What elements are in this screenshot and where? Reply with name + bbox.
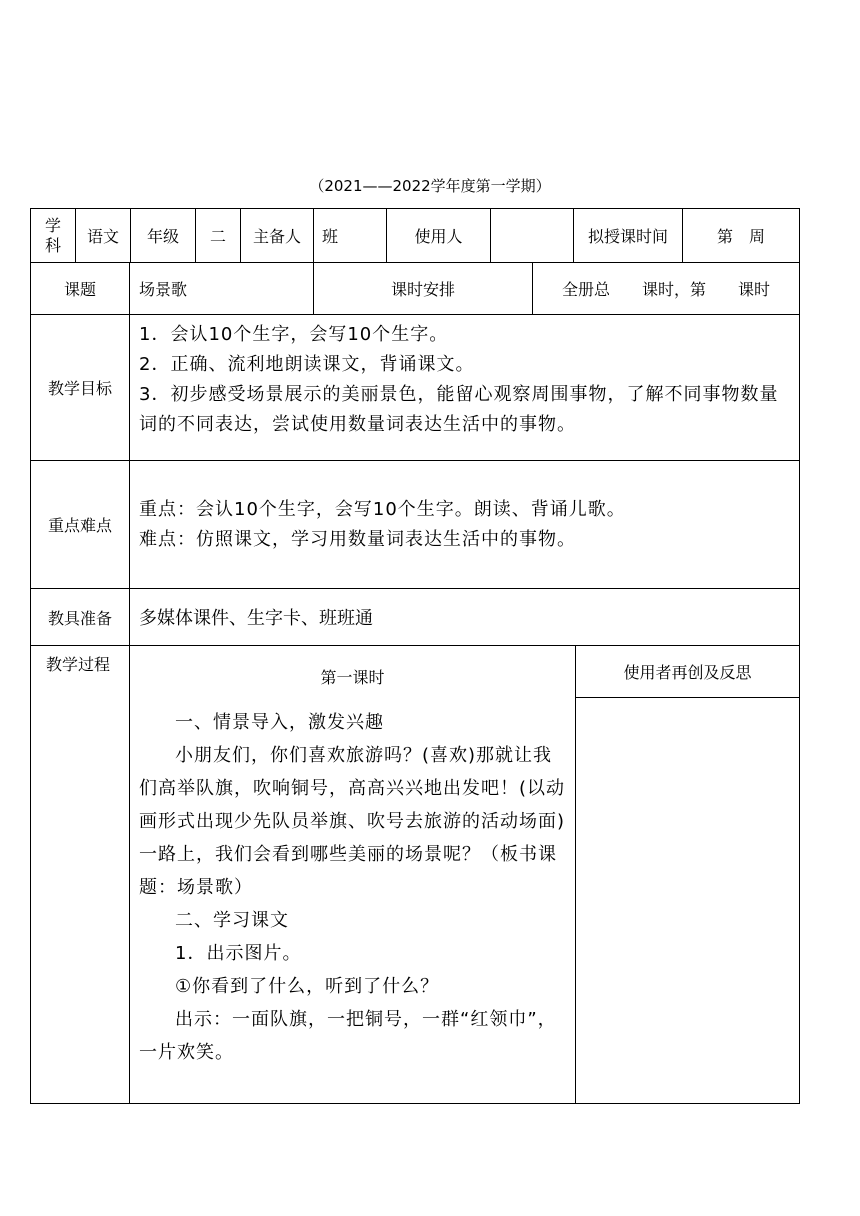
key-point: 重点：会认10个生字，会写10个生字。朗读、背诵儿歌。 bbox=[139, 499, 626, 520]
grade-value: 二 bbox=[209, 227, 226, 246]
materials-label: 教具准备 bbox=[47, 608, 112, 628]
objective-item: 3．初步感受场景展示的美丽景色，能留心观察周围事物，了解不同事物数量词的不同表达，尝试使用数量词表达生活中的事物。 bbox=[139, 384, 779, 435]
reflection-label: 使用者再创及反思 bbox=[623, 663, 752, 682]
user-value bbox=[491, 209, 573, 262]
row-divider bbox=[30, 460, 800, 461]
subject-value: 语文 bbox=[86, 227, 119, 246]
subject-label: 学科 bbox=[44, 215, 61, 255]
paragraph: 出示：一面队旗，一把铜号，一群“红领巾”，一片欢笑。 bbox=[139, 1009, 557, 1063]
paragraph: ①你看到了什么，听到了什么？ bbox=[175, 976, 440, 997]
section-heading: 一、情景导入，激发兴趣 bbox=[175, 712, 384, 733]
grade-label: 年级 bbox=[146, 227, 179, 246]
process-content bbox=[139, 706, 567, 1069]
objective-item: 1．会认10个生字，会写10个生字。 bbox=[139, 324, 449, 345]
topic-label: 课题 bbox=[63, 280, 96, 299]
reflection-column-divider bbox=[575, 645, 576, 1104]
objective-item: 2．正确、流利地朗读课文，背诵课文。 bbox=[139, 354, 475, 375]
lesson-heading: 第一课时 bbox=[320, 667, 385, 687]
schedule-label: 课时安排 bbox=[390, 280, 455, 299]
reflection-header-divider bbox=[575, 697, 800, 698]
objectives-list bbox=[139, 320, 795, 440]
paragraph: 1．出示图片。 bbox=[175, 943, 302, 964]
difficult-point: 难点：仿照课文，学习用数量词表达生活中的事物。 bbox=[139, 529, 576, 550]
schedule-value: 全册总 课时，第 课时 bbox=[561, 280, 770, 299]
week-value: 第 周 bbox=[716, 227, 765, 246]
planned-time-label: 拟授课时间 bbox=[587, 227, 668, 246]
preparer-label: 主备人 bbox=[252, 227, 301, 246]
section-heading: 二、学习课文 bbox=[175, 910, 289, 931]
objectives-label: 教学目标 bbox=[47, 379, 112, 398]
materials-value: 多媒体课件、生字卡、班班通 bbox=[139, 608, 373, 629]
table-border-bottom bbox=[30, 1103, 800, 1104]
class-label: 班 bbox=[322, 227, 339, 246]
topic-value: 场景歌 bbox=[139, 280, 188, 299]
table-border-right bbox=[799, 208, 800, 1104]
process-label: 教学过程 bbox=[46, 655, 111, 674]
page-title: （2021——2022学年度第一学期） bbox=[309, 177, 551, 195]
user-label: 使用人 bbox=[414, 227, 463, 246]
paragraph: 小朋友们，你们喜欢旅游吗？(喜欢)那就让我们高举队旗，吹响铜号，高高兴兴地出发吧！(以动画形式出现少先队员举旗、吹号去旅游的活动场面)一路上，我们会看到哪些美丽的场景呢？（板书课题：场景歌） bbox=[139, 745, 566, 898]
key-points-content bbox=[139, 495, 795, 555]
key-points-label: 重点难点 bbox=[47, 516, 112, 535]
row-divider bbox=[30, 314, 800, 315]
col-divider bbox=[313, 208, 314, 262]
